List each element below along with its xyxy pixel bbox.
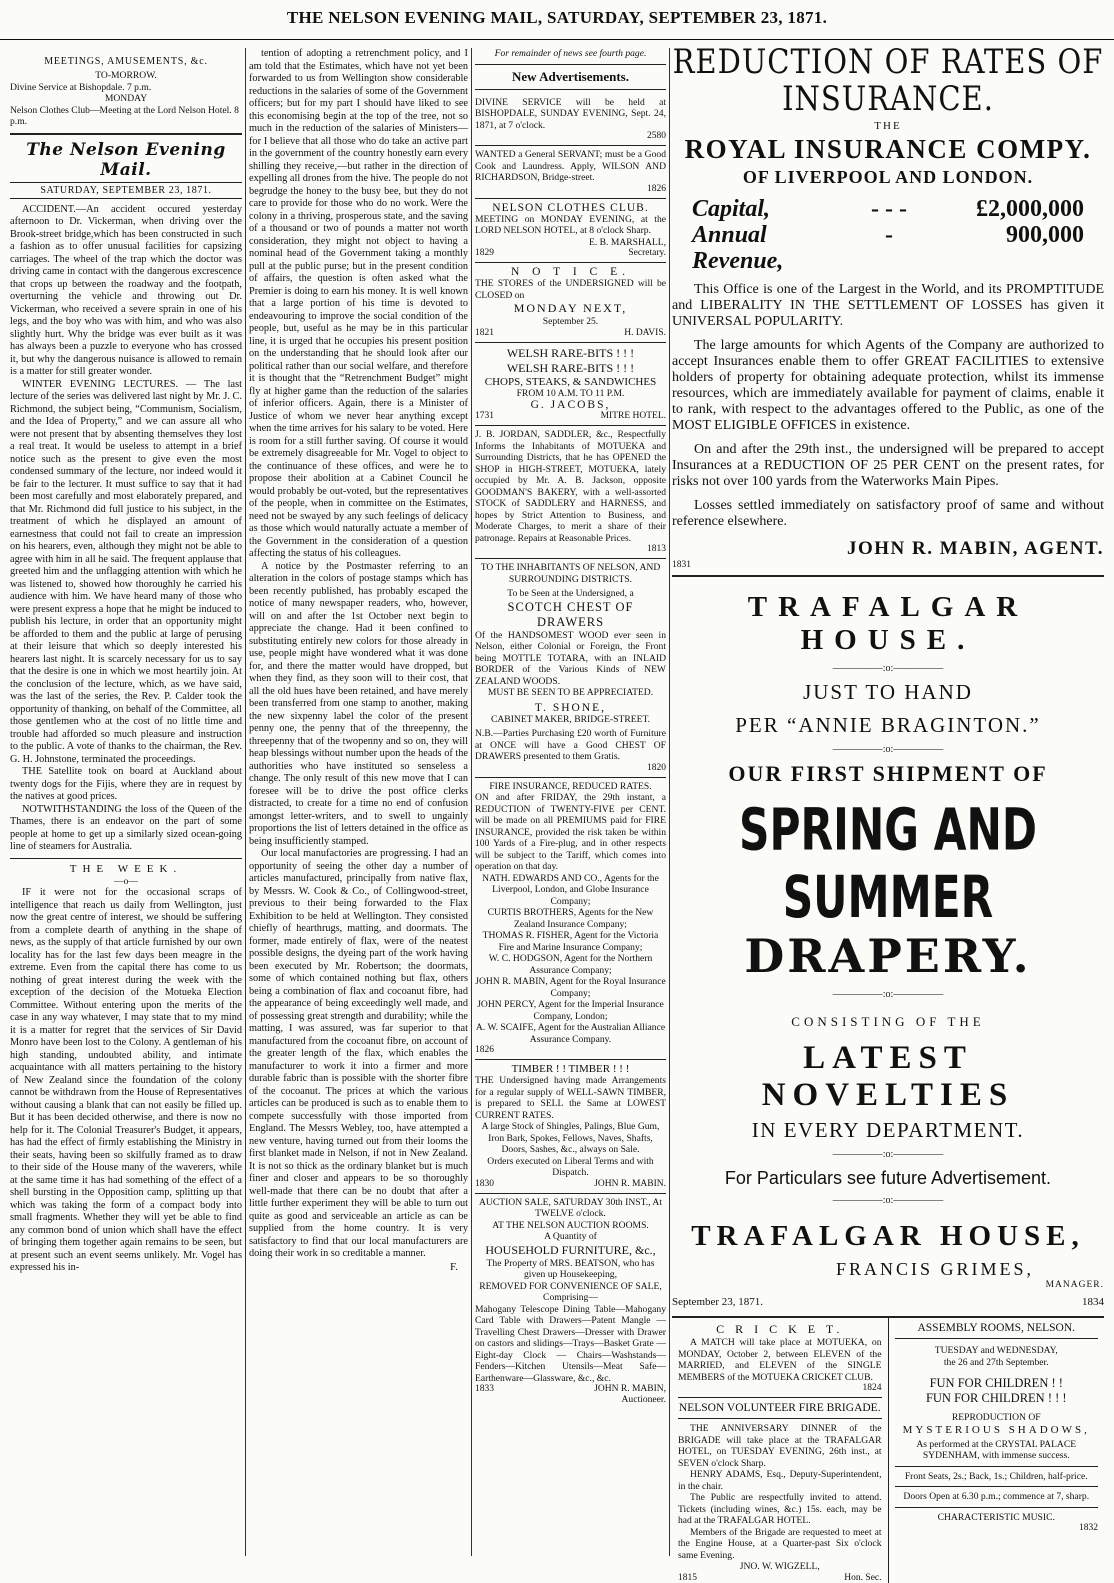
capital-row: Capital, - - - £2,000,000 <box>692 196 1084 222</box>
column-2 <box>249 48 468 1556</box>
article-week: IF it were not for the occasional scraps of intelligence that reach us daily from Wellington, just now the great centre of interest, we should be suffering from a complete dearth of anything in the shape of news, as the supply of that article furnished by our own locality has for the last few days been meagre in the extreme. Even from the capital there has come to us nothing of great interest during the week with the exception of the decision of the Motueka Election Committee. Without entering upon the merits of the case in any way whatever, I may state that to my mind it is a matter for regret that the services of Sir David Monro have been lost to the Colony. A gentleman of his high standing, undoubted ability, and intimate acquaintance with all matters pertaining to the history of New Zealand since the foundation of the colony cannot be withdrawn from the House of Representatives without causing a blank that can not easily be filled up. But it has been decided otherwise, and there is now no help for it. The Colonial Treasurer's Budget, it appears, has had the effect of firmly establishing the Ministry in their seats, having been so skilfully framed as to draw to their side of the House many of the waverers, while at the same time it has had something of the effect of a shell bursting in the Opposition camp, splitting up that which was taking the form of a compact body into small fragments. Whether they will yet be able to find any common bond of union which shall have the effect of bringing them together again remains to be seen, but at present such an event seems unlikely. Mr. Vogel has expressed his in- <box>10 887 242 1273</box>
remainder-note: For remainder of news see fourth page. <box>494 48 647 59</box>
week-continued: tention of adopting a retrenchment policy, and I am told that the Estimates, which have not yet been forwarded to us from Wellington show considerable reductions in the salaries of some of the Government officers; but for my part I should have liked to see this economising begin at the top of the tree, not so much in the reduction of the salaries of Ministers—for I believe that all those who do take an active part in the government of the country honestly earn every shilling they receive,—but rather in the direction of expelling all drones from the hive. The people do not begrudge the honey to the busy bee, but they do not care to provide for those who do no work. Were the colony in a thriving, prosperous state, and the saving of a thousand or two of pounds a matter not worth consideration, they might not object to having a nominal head of the Government taking a monthly pull at the public purse; but in the present condition of affairs, the question is often asked what the Premier is doing to earn his money. It is well known that a large portion of his time is devoted to endeavouring to improve the social condition of the people, but, useful as he may be in this particular line, it is urged that he occupies his present position on the understanding that he should look after our political rather than our social welfare, and therefore it is thought that the “Retrenchment Budget” might fly at higher game than the reduction of the salaries of inferior officers. Again, there is a Minister of Justice of whom we never hear anything except when the time arrives for his salary to be voted. Here is room for a still further saving. Of course it would be extremely disagreeable for Mr. Vogel to object to the continuance of these offices, and were he to propose their abolition at a Cabinet Council he would probably be out-voted, but the representatives of the people, when in committee on the Estimates, need not be swayed by any such feelings of delicacy as those which would naturally actuate a member of the Government in the consideration of a question affecting the status of his colleagues. <box>249 48 468 559</box>
ad-auction-sale: AUCTION SALE, SATURDAY 30th INST., At TWELVE o'clock. AT THE NELSON AUCTION ROOMS. A Quantity of HOUSEHOLD FURNITURE, &c., The Property of MRS. BEATSON, who has given up Housekeeping, REMOVED FOR CONVENIENCE OF SALE, Comprising— Mahogany Telescope Dining Table—Mahogany Card Table with Drawers—Patent Mangle — Travelling Chest Drawers—Dresser with Drawer on castors and slidings—Trays—Basket Grate — Eight-day Clock — Chairs—Washstands—Fenders—Kitchen Utensils—Meat Safe—Earthenware—Glassware, &c., &c. 1833 JOHN R. MABIN, Auctioneer. <box>475 1196 666 1405</box>
article-lectures: WINTER EVENING LECTURES. — The last lecture of the series was delivered last night by Mr. J. C. Richmond, the subject being, “Communism, Socialism, and the Idea of Property,” and we can assure all who were not present that by absenting themselves they lost a real treat. It would be useless to attempt in a brief notice such as the present to give even the most condensed summary of the lecture, nor indeed would it be fair to the lecturer. It must suffice to say that it had been most carefully and most elaborately prepared, and that Mr. Richmond did full justice to his subject, in the treatment of which he displayed an amount of earnestness that could not fail to create an impression on his hearers, even, although they might not be able to agree with him in all he said. The frequent applause that greeted him and the unflagging attention with which he was listened to, showed how thoroughly he carried his audience with him. We have heard many of those who were present express a hope that he might be induced to publish his lecture, in order that an opportunity might be afforded to them and the public at large of perusing at their leisure that which so deeply interested his hearers last night. It is scarcely necessary for us to say that the desire is one in which we most heartily join. At the conclusion of the lecture, which, as we have said, was the last of the series, the Rev. P. Calder took the opportunity of thanking, on behalf of the Committee, all those gentlemen who at the cost of no little time and trouble had afforded so much pleasure and instruction to the public. A vote of thanks to the chairman, the Rev. G. H. Johnstone, terminated the proceedings. <box>10 378 242 765</box>
ad-divine-service: DIVINE SERVICE will be held at BISHOPDALE, SUNDAY EVENING, Sept. 24, 1871, at 7 o'clock. 2580 <box>475 94 666 147</box>
ad-timber: TIMBER ! ! TIMBER ! ! ! THE Undersigned having made Arrangements for a regular supply of WELL-SAWN TIMBER, is prepared to SELL the Same at LOWEST CURRENT RATES. A large Stock of Shingles, Palings, Blue Gum, Iron Bark, Spokes, Fellows, Naves, Shafts, Doors, Sashes, &c., always on Sale. Orders executed on Liberal Terms and with Dispatch. 1830 JOHN R. MABIN. <box>475 1060 666 1194</box>
article-steamers: NOTWITHSTANDING the loss of the Queen of the Thames, there is an endeavor on the part of some people at home to get up a similarly sized ocean-going line of steamers for Australia. <box>10 803 242 852</box>
ad-clothes-club: NELSON CLOTHES CLUB. MEETING on MONDAY EVENING, at the LORD NELSON HOTEL, at 8 o'clock Sharp. E. B. MARSHALL, 1829 Secretary. <box>475 199 666 264</box>
week-title: THE WEEK. <box>69 862 183 875</box>
ad-chest-of-drawers: TO THE INHABITANTS OF NELSON, AND SURROUNDING DISTRICTS. To be Seen at the Undersigned, a SCOTCH CHEST OF DRAWERS Of the HANDSOMEST WOOD ever seen in Nelson, either Colonial or Foreign, the Front being MOTTLE TOTARA, with an INLAID BORDER of the Various Kinds of NEW ZEALAND WOODS. MUST BE SEEN TO BE APPRECIATED. T. SHONE, CABINET MAKER, BRIDGE-STREET. N.B.—Parties Purchasing £20 worth of Furniture at ONCE will have a Good CHEST OF DRAWERS presented to them Gratis. 1820 <box>475 559 666 778</box>
divine-service-listing: Divine Service at Bishopdale. 7 p.m. <box>10 81 152 93</box>
royal-insurance-title: ROYAL INSURANCE COMPY. <box>684 134 1092 164</box>
column-3 <box>475 48 666 1556</box>
trafalgar-house-title: TRAFALGAR HOUSE. <box>747 591 1029 656</box>
spring-summer-heading: SPRING AND SUMMER <box>738 795 1038 931</box>
latest-novelties-heading: LATEST NOVELTIES <box>761 1040 1015 1113</box>
article-postage: A notice by the Postmaster referring to an alteration in the colors of postage stamps which has been recently published, has probably escaped the notice of many newspaper readers, who, however, will on and after the 1st October next begin to appreciate the change. Had it been confined to substituting entirely new colors for those already in use, people might have wondered what it was done for, and there the matter would have dropped, but when they find, as they soon will to their cost, that all the old hues have been retained, and have merely been transferred from one stamp to another, making the new sixpenny label the color of the present penny one, the penny that of the threepenny, the threepenny that of the twopenny and so on, they will heap blessings without number upon the heads of the authorities who have instituted so senseless a change. The only result of this new move that I can foresee will be to drive the post office clerks distracted, to create for a time no end of confusion amongst letter-writers, and to swell to ungainly proportions the list of letters detained in the office as being insufficiently stamped. <box>249 560 468 847</box>
ad-jordan-saddler: J. B. JORDAN, SADDLER, &c., Respectfully Informs the Inhabitants of MOTUEKA and Surrounding Districts, that he has OPENED the SHOP in HIGH-STREET, MOTUEKA, lately occupied by Mr. A. B. Jackson, opposite GOODMAN'S BAKERY, with a well-assorted STOCK of SADDLERY and HARNESS, and hopes by Strict Attention to Business, and Moderate Charges, to merit a share of their patronage. Repairs at Reasonable Prices. 1813 <box>475 426 666 559</box>
signature: F. <box>450 1260 458 1273</box>
article-accident: ACCIDENT.—An accident occured yesterday afternoon to Dr. Vickerman, when driving over the Brook-street bridge,which has been constructed in such a fashion as to offer unusual facilities for capsizing carriages. The wheel of the trap which the doctor was driving came in contact with the dangerous excrescence that crops up between the roadway and the footpath, overturning the vehicle and throwing out Dr. Vickerman, who received a severe sprain in one of his legs, and the boy who was with him, and who was also slightly hurt. Why the bridge was ever built as it was has always been a puzzle to everyone who has crossed it, but why the dangerous nuisance is allowed to remain is a matter for still greater wonder. <box>10 203 242 377</box>
drapery-heading: DRAPERY. <box>744 929 1032 983</box>
dateline: SATURDAY, SEPTEMBER 23, 1871. <box>10 182 242 199</box>
ads-left: C R I C K E T. A MATCH will take place at MOTUEKA, on MONDAY, October 2, between ELEVEN of the MARRIED, and ELEVEN of the SINGLE MEMBERS of the MOTUEKA CRICKET CLUB. 1824 NELSON VOLUNTEER FIRE BRIGADE. THE ANNIVERSARY DINNER of the BRIGADE will take place at the TRAFALGAR HOTEL, on TUESDAY EVENING, 26th inst., at SEVEN o'clock Sharp. HENRY ADAMS, Esq., Deputy-Superintendent, in the chair. The Public are respectfully invited to attend. Tickets (including wines, &c.) 15s. each, may be had at the TRAFALGAR HOTEL. Members of the Brigade are requested to meet at the Engine House, at a Quarter-past Six o'clock same Evening. JNO. W. WIGZELL, 1815 Hon. Sec. <box>678 1322 882 1583</box>
ads-right: ASSEMBLY ROOMS, NELSON. TUESDAY and WEDNESDAY, the 26 and 27th September. FUN FOR CHILDREN ! ! FUN FOR CHILDREN ! ! ! REPRODUCTION OF MYSTERIOUS SHADOWS, As performed at the CRYSTAL PALACE SYDENHAM, with immense success. Front Seats, 2s.; Back, 1s.; Children, half-price. Doors Open at 6.30 p.m.; commence at 7, sharp. CHARACTERISTIC MUSIC. 1832 <box>888 1318 1105 1583</box>
clothes-club-listing: Nelson Clothes Club—Meeting at the Lord Nelson Hotel. 8 p.m. <box>10 104 239 127</box>
column-1: MEETINGS, AMUSEMENTS, &c. TO-MORROW. Divine Service at Bishopdale. 7 p.m. MONDAY Nelson Clothes Club—Meeting at the Lord Nelson Hotel. 8 p.m. The Nelson Evening Mail. SATURDAY, SEPTEMBER 23, 1871. ACCIDENT.—An accident occured yesterday afternoon to Dr. Vickerman, when driving over the Brook-street bridge,which has been constructed in such a fashion as to offer unusual facilities for capsizing carriages. The wheel of the trap which the doctor was driving came in contact with the dangerous excrescence that crops up between the roadway and the footpath, overturning the vehicle and throwing out Dr. Vickerman, who received a severe sprain in one of his legs, and the boy who was with him, and who was also slightly hurt. Why the bridge was ever built as it was has always been a puzzle to everyone who has crossed it, but why the dangerous nuisance is allowed to remain is a matter for still greater wonder. WINTER EVENING LECTURES. — The last lecture of the series was delivered last night by Mr. J. C. Richmond, the subject being, “Communism, Socialism, and the Idea of Property,” and we can assure all who were not present that by absenting themselves they lost a real treat. It would be useless to attempt in a brief notice such as the present to give even the most condensed summary of the lecture, nor indeed would it be fair to the lecturer. It must suffice to say that it had been most carefully and most elaborately prepared, and that Mr. Richmond did full justice to his subject, in the treatment of which he displayed an amount of earnestness that could not fail to create an impression on his hearers, even, although they might not be able to agree with him in all he said. The frequent applause that greeted him and the unflagging attention with which he was listened to, showed how thoroughly he carried his audience with him. We have heard many of those who were present express a hope that he might be induced to publish his lecture, in order that an opportunity might be afforded to them and the public at large of perusing at their leisure that which so deeply interested his hearers last night. It is scarcely necessary for us to say that the desire is one in which we most heartily join. At the conclusion of the lecture, which, as we have said, was the last of the series, the Rev. P. Calder took the opportunity of thanking, on behalf of the Committee, all those gentlemen who at the cost of no little time and trouble had afforded so much pleasure and instruction to the public. A vote of thanks to the chairman, the Rev. G. H. Johnstone, terminated the proceedings. THE Satellite took on board at Auckland about twenty dogs for the Fijis, where they are in request by the natives at good prices. NOTWITHSTANDING the loss of the Queen of the Thames, there is an endeavor on the part of some people at home to get up a similarly sized ocean-going line of steamers for Australia. THE WEEK. —o— IF it were not for the occasional scraps of intelligence that reach us daily from Wellington, just now the great centre of interest, we should be suffering from a complete dearth of anything in the shape of news, as the supply of that article furnished by our own locality has for the last few days been meagre in the extreme. Even from the capital there has come to us nothing of great interest during the week with the exception of the decision of the Motueka Election Committee. Without entering upon the merits of the case in any way whatever, I may state that to my mind it is a matter for regret that the services of Sir David Monro have been lost to the Colony. A gentleman of his high standing, undoubted ability, and intimate acquaintance with all matters pertaining to the history of New Zealand since the foundation of the colony cannot be withdrawn from the House of Representatives without causing a blank that can not easily be filled up. But it has been decided otherwise, and there is now no help for it. The Colonial Treasurer's Budget, it appears, has had the effect of firmly establishing the Ministry in their seats, having been so skilfully framed as to draw to their side of the House many of the waverers, while at the same time it has had something of the effect of a shell bursting in the Opposition camp, splitting up that which was taking the form of a compact body into small fragments. Whether they will yet be able to find any common bond of union which shall have the effect of bringing them together again remains to be seen, but at present such an event seems unlikely. Mr. Vogel has expressed his in- <box>10 56 242 1273</box>
insurance-agent: JOHN R. MABIN, AGENT. <box>846 538 1104 559</box>
ad-fire-insurance: FIRE INSURANCE, REDUCED RATES. ON and after FRIDAY, the 29th instant, a REDUCTION of TWENTY-FIVE per CENT. will be made on all PREMIUMS paid for FIRE INSURANCE, provided the risk taken be within 100 Yards of a Fire-plug, and in other respects will be subject to the Tariff, which comes into operation on that day. NATH. EDWARDS AND CO., Agents for the Liverpool, London, and Globe Insurance Company; CURTIS BROTHERS, Agents for the New Zealand Insurance Company; THOMAS R. FISHER, Agent for the Victoria Fire and Marine Insurance Company; W. C. HODGSON, Agent for the Northern Assurance Company; JOHN R. MABIN, Agent for the Royal Insurance Company; JOHN PERCY, Agent for the Imperial Insurance Company, London; A. W. SCAIFE, Agent for the Australian Alliance Assurance Company. 1826 <box>475 778 666 1061</box>
article-manufactories: Our local manufactories are progressing. I had an opportunity of seeing the other day a number of articles manufactured, principally from native flax, by Messrs. W. Cook & Co., of Collingwood-street, previous to their being forwarded to the Flax Exhibition to be held at Wellington. They consisted chiefly of hearthrugs, matting, and doormats. The former, made entirely of flax, were of the neatest possible designs, the dyeing part of the work having been executed by Mr. Robertson; the doormats, some of which contained nothing but flax, others being a combination of flax and cocoanut fibre, had the appearance of being exceedingly well made, and of possessing great strength and durability; while the matting, I was assured, was far superior to that manufactured from the cocoanut fibre, on account of the greater length of the flax, which enables the manufacturer to work it into a firmer and more durable fabric than is possible with the shorter fibre of the cocoanut. The prices at which the various articles can be produced is such as to enable them to compete successfully with those imported from England. The Messrs Webley, too, have attempted a new venture, having turned out from their looms the first blanket made in Nelson, if not in New Zealand. It is not so thick as the ordinary blanket but is much finer and closer and appears to be so thoroughly well-made that there can be no doubt that after a little further experiment they will be able to turn out quite as good and serviceable an article as can be supplied from the home country. It is very satisfactory to find that our local manufacturers are doing their work in so creditable a manner. <box>249 848 468 1259</box>
column-rule <box>245 48 246 1556</box>
ad-welsh-rarebits: WELSH RARE-BITS ! ! ! WELSH RARE-BITS ! ! ! CHOPS, STEAKS, & SANDWICHES FROM 10 A.M. TO 11 P.M. G. JACOBS, 1731 MITRE HOTEL. <box>475 343 666 427</box>
column-4: REDUCTION OF RATES OF INSURANCE. THE ROYAL INSURANCE COMPY. OF LIVERPOOL AND LONDON. Capital, - - - £2,000,000 Annual Revenue, - 900,000 This Office is one of the Largest in the World, and its PROMPTITUDE and LIBERALITY IN THE SETTLEMENT OF LOSSES has given it UNIVERSAL POPULARITY. The large amounts for which Agents of the Company are authorized to accept Insurances enable them to offer GREAT FACILITIES to extensive holders of property for obtaining adequate protection, whilst its immense resources, which are immediately available for payment of claims, enable it to rank, with respect to the advantages offered to the Public, as one of the MOST ELIGIBLE OFFICES in existence. On and after the 29th inst., the undersigned will be prepared to accept Insurances at a REDUCTION OF 25 PER CENT on the present rates, for risks not over 100 yards from the Waterworks Main Pipes. Losses settled immediately on satisfactory proof of same and without reference elsewhere. JOHN R. MABIN, AGENT. 1831 TRAFALGAR HOUSE. —————:o:————— JUST TO HAND PER “ANNIE BRAGINTON.” —————:o:————— OUR FIRST SHIPMENT OF SPRING AND SUMMER DRAPERY. —————:o:————— CONSISTING OF THE LATEST NOVELTIES IN EVERY DEPARTMENT. —————:o:————— For Particulars see future Advertisement. —————:o:————— TRAFALGAR HOUSE, FRANCIS GRIMES, MANAGER. September 23, 1871. 1834 C R I C K E T. A MATCH will take place at MOTUEKA, on MONDAY, October 2, between ELEVEN of the MARRIED, and ELEVEN of the SINGLE MEMBERS of the MOTUEKA CRICKET CLUB. 1824 NELSON VOLUNTEER FIRE BRIGADE. THE ANNIVERSARY DINNER of the BRIGADE will take place at the TRAFALGAR HOTEL, on TUESDAY EVENING, 26th inst., at SEVEN o'clock Sharp. HENRY ADAMS, Esq., Deputy-Superintendent, in the chair. The Public are respectfully invited to attend. Tickets (including wines, &c.) 15s. each, may be had at the TRAFALGAR HOTEL. Members of the Brigade are requested to meet at the Engine House, at a Quarter-past Six o'clock same Evening. JNO. W. WIGZELL, 1815 Hon. Sec. ASSEMBLY ROOMS, NELSON. TUESDAY and WEDNESDAY, the 26 and 27th September. FUN FOR CHILDREN ! ! FUN FOR CHILDREN ! ! ! REPRODUCTION OF MYSTERIOUS SHADOWS, As performed at the CRYSTAL PALACE SYDENHAM, with immense success. Front Seats, 2s.; Back, 1s.; Children, half-price. Doors Open at 6.30 p.m.; commence at 7, sharp. CHARACTERISTIC MUSIC. 1832 <box>672 42 1104 1583</box>
newspaper-nameplate: The Nelson Evening Mail. <box>26 139 226 180</box>
column-rule <box>669 48 670 1556</box>
article-satellite: THE Satellite took on board at Auckland about twenty dogs for the Fijis, where they are in request by the natives at good prices. <box>10 766 242 802</box>
revenue-row: Annual Revenue, - 900,000 <box>692 222 1084 274</box>
ad-wanted-servant: WANTED a General SERVANT; must be a Good Cook and Laundress. Apply, WILSON AND RICHARDSON, Bridge-street. 1826 <box>475 146 666 199</box>
tomorrow-label: TO-MORROW. <box>95 70 157 81</box>
bottom-ads <box>672 1316 1104 1583</box>
monday-label: MONDAY <box>104 93 148 104</box>
ad-notice: N O T I C E. THE STORES of the UNDERSIGNED will be CLOSED on MONDAY NEXT, September 25. 1821 H. DAVIS. <box>475 263 666 343</box>
column-rule <box>471 48 472 1556</box>
meetings-title: MEETINGS, AMUSEMENTS, &c. <box>44 56 208 67</box>
insurance-title: REDUCTION OF RATES OF INSURANCE. <box>672 42 1104 118</box>
new-ads-title: New Advertisements. <box>512 68 629 84</box>
masthead: THE NELSON EVENING MAIL, SATURDAY, SEPTEMBER 23, 1871. <box>0 6 1114 40</box>
